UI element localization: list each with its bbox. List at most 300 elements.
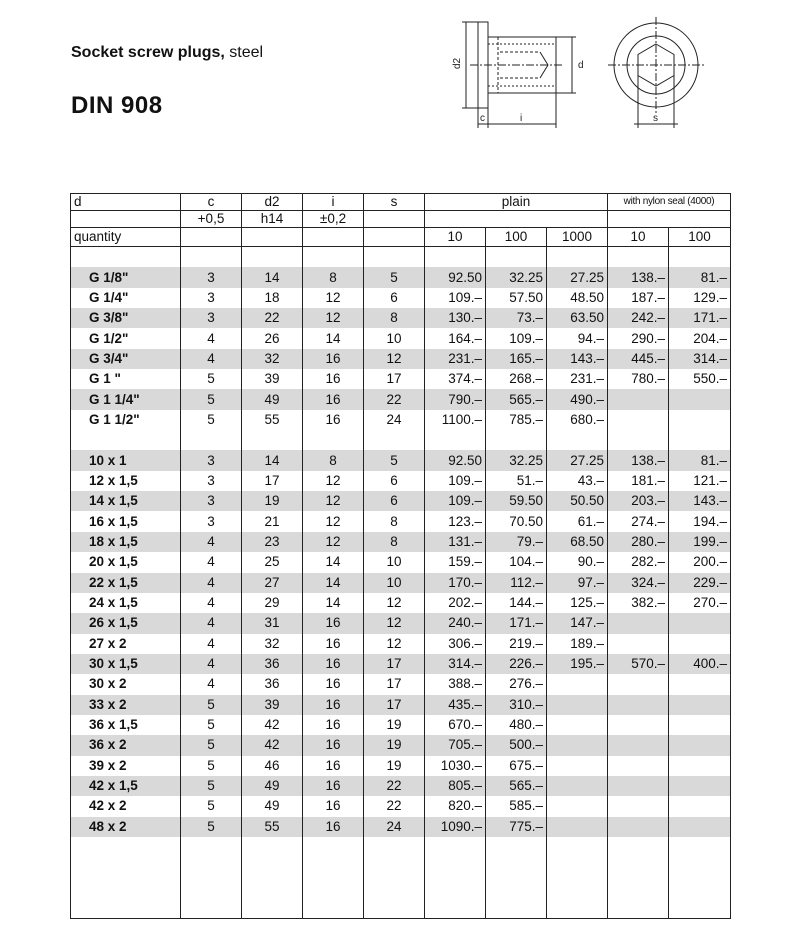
cell-i: 12 [303,308,364,328]
cell-p10: 131.– [425,532,486,552]
cell-i: 8 [303,267,364,287]
cell-n10: 445.– [608,349,669,369]
cell-d2: 29 [242,593,303,613]
cell-d2 [242,430,303,450]
cell-i: 14 [303,573,364,593]
cell-s [364,430,425,450]
cell-i: 8 [303,450,364,470]
cell-n10 [608,695,669,715]
cell-s: 24 [364,410,425,430]
cell-n10 [608,674,669,694]
empty-row [71,898,731,919]
cell-p1000: 231.– [547,369,608,389]
cell-p10: 170.– [425,573,486,593]
cell-n10 [608,817,669,837]
cell-i: 14 [303,328,364,348]
table-row [71,247,731,268]
cell-d2: 42 [242,735,303,755]
cell-p10: 109.– [425,471,486,491]
cell-p100: 73.– [486,308,547,328]
cell-d: G 1 1/2" [71,410,181,430]
cell-c: 5 [181,715,242,735]
cell-n100: 550.– [669,369,731,389]
cell-p1000: 195.– [547,654,608,674]
cell-p10: 231.– [425,349,486,369]
table-row [71,267,731,287]
cell-n100: 229.– [669,573,731,593]
cell-p1000: 43.– [547,471,608,491]
cell-n100: 199.– [669,532,731,552]
cell-d: 30 x 1,5 [71,654,181,674]
cell-n100 [669,756,731,776]
table-row [71,369,731,389]
qty-nylon-10: 10 [608,228,669,247]
title-bold: Socket screw plugs, [71,44,225,61]
cell-c: 4 [181,573,242,593]
qty-plain-100: 100 [486,228,547,247]
cell-c: 3 [181,491,242,511]
cell-d2: 39 [242,695,303,715]
cell-p100 [486,247,547,268]
cell-p1000: 48.50 [547,288,608,308]
cell-c: 4 [181,613,242,633]
empty-row [71,878,731,898]
cell-c: 4 [181,634,242,654]
cell-d2: 49 [242,796,303,816]
col-c: c [181,194,242,211]
cell-p100: 775.– [486,817,547,837]
cell-d: 36 x 2 [71,735,181,755]
cell-d2: 49 [242,776,303,796]
cell-p10: 820.– [425,796,486,816]
cell-p1000: 27.25 [547,267,608,287]
standard-label: DIN 908 [71,92,163,119]
quantity-label: quantity [71,228,181,247]
cell-n100: 129.– [669,288,731,308]
table-row [71,349,731,369]
cell-n10: 780.– [608,369,669,389]
table-row [71,430,731,450]
cell-d [71,247,181,268]
cell-p1000 [547,695,608,715]
cell-s: 8 [364,532,425,552]
cell-d2: 26 [242,328,303,348]
cell-n100: 270.– [669,593,731,613]
cell-n10: 138.– [608,267,669,287]
cell-c: 4 [181,328,242,348]
cell-n100 [669,430,731,450]
cell-p10: 240.– [425,613,486,633]
cell-n10: 242.– [608,308,669,328]
cell-p1000: 63.50 [547,308,608,328]
cell-c: 5 [181,817,242,837]
cell-p10: 92.50 [425,267,486,287]
cell-p10: 306.– [425,634,486,654]
cell-n100: 400.– [669,654,731,674]
col-plain: plain [425,194,608,211]
cell-c: 4 [181,593,242,613]
cell-p1000: 90.– [547,552,608,572]
cell-d: 48 x 2 [71,817,181,837]
table-row [71,817,731,837]
cell-i: 12 [303,491,364,511]
table-row [71,471,731,491]
cell-n100 [669,674,731,694]
cell-p100: 675.– [486,756,547,776]
cell-p100: 226.– [486,654,547,674]
cell-n10: 203.– [608,491,669,511]
tol-c: +0,5 [181,211,242,228]
cell-p1000 [547,756,608,776]
cell-d2: 42 [242,715,303,735]
cell-c: 3 [181,288,242,308]
label-d2: d2 [452,57,463,69]
cell-p1000: 97.– [547,573,608,593]
cell-d: G 3/4" [71,349,181,369]
cell-i: 16 [303,756,364,776]
cell-p100: 785.– [486,410,547,430]
cell-c: 5 [181,369,242,389]
cell-p1000: 50.50 [547,491,608,511]
cell-n10 [608,735,669,755]
cell-s: 10 [364,328,425,348]
cell-s: 17 [364,654,425,674]
cell-p100: 276.– [486,674,547,694]
cell-n100 [669,613,731,633]
cell-p1000: 143.– [547,349,608,369]
cell-d: 16 x 1,5 [71,511,181,531]
cell-p1000 [547,715,608,735]
cell-c: 4 [181,674,242,694]
cell-p100: 32.25 [486,267,547,287]
cell-n100 [669,817,731,837]
header-row [71,194,731,211]
cell-i: 16 [303,634,364,654]
label-i: i [520,113,523,124]
cell-i: 12 [303,511,364,531]
cell-p10: 164.– [425,328,486,348]
cell-p1000: 94.– [547,328,608,348]
cell-p10: 159.– [425,552,486,572]
cell-c: 5 [181,796,242,816]
cell-c [181,247,242,268]
cell-d: 12 x 1,5 [71,471,181,491]
table-row [71,532,731,552]
cell-d2: 49 [242,389,303,409]
cell-c: 3 [181,471,242,491]
cell-s: 5 [364,450,425,470]
cell-n10: 181.– [608,471,669,491]
table-row [71,511,731,531]
cell-n100 [669,247,731,268]
cell-d: 26 x 1,5 [71,613,181,633]
cell-i: 14 [303,552,364,572]
cell-n100: 200.– [669,552,731,572]
price-table [70,193,731,919]
table-row [71,308,731,328]
cell-p1000: 189.– [547,634,608,654]
cell-n10 [608,247,669,268]
cell-p10: 705.– [425,735,486,755]
table-row [71,389,731,409]
cell-d2: 36 [242,674,303,694]
cell-d2: 55 [242,410,303,430]
cell-p100: 32.25 [486,450,547,470]
cell-p10: 1030.– [425,756,486,776]
table-row [71,573,731,593]
cell-d: 27 x 2 [71,634,181,654]
cell-i: 12 [303,471,364,491]
cell-p10: 388.– [425,674,486,694]
cell-s: 19 [364,756,425,776]
cell-i: 16 [303,715,364,735]
table-row [71,593,731,613]
table-row [71,491,731,511]
cell-d2: 19 [242,491,303,511]
cell-n10: 138.– [608,450,669,470]
cell-i [303,430,364,450]
page-title [71,44,263,62]
cell-d2: 21 [242,511,303,531]
cell-n100 [669,410,731,430]
cell-d: G 1 " [71,369,181,389]
table-row [71,654,731,674]
cell-i: 16 [303,735,364,755]
cell-d: 33 x 2 [71,695,181,715]
empty-row [71,857,731,877]
cell-d: G 1 1/4" [71,389,181,409]
label-s: s [653,113,658,124]
cell-i: 14 [303,593,364,613]
cell-p100: 59.50 [486,491,547,511]
cell-p100: 565.– [486,776,547,796]
cell-d2: 14 [242,450,303,470]
cell-n100: 204.– [669,328,731,348]
cell-p1000 [547,735,608,755]
cell-d2: 22 [242,308,303,328]
cell-n10 [608,613,669,633]
cell-n10: 282.– [608,552,669,572]
tolerance-row [71,211,731,228]
cell-p100: 51.– [486,471,547,491]
cell-s: 17 [364,369,425,389]
cell-d: 36 x 1,5 [71,715,181,735]
cell-c: 5 [181,776,242,796]
cell-i: 16 [303,674,364,694]
cell-n10: 324.– [608,573,669,593]
cell-i: 16 [303,410,364,430]
cell-d: 20 x 1,5 [71,552,181,572]
cell-d: 18 x 1,5 [71,532,181,552]
table-row [71,735,731,755]
qty-nylon-100: 100 [669,228,731,247]
cell-d: 30 x 2 [71,674,181,694]
cell-p100 [486,430,547,450]
cell-p100: 310.– [486,695,547,715]
cell-i: 16 [303,349,364,369]
cell-p10: 435.– [425,695,486,715]
cell-i: 16 [303,796,364,816]
cell-p10: 123.– [425,511,486,531]
cell-s: 22 [364,796,425,816]
cell-s: 8 [364,511,425,531]
cell-d2: 46 [242,756,303,776]
cell-p10: 92.50 [425,450,486,470]
cell-n10: 280.– [608,532,669,552]
cell-n100 [669,715,731,735]
cell-d2: 25 [242,552,303,572]
cell-p10: 374.– [425,369,486,389]
cell-d2 [242,247,303,268]
cell-n100 [669,735,731,755]
cell-s: 12 [364,613,425,633]
table-row [71,328,731,348]
cell-n100 [669,796,731,816]
cell-n100: 314.– [669,349,731,369]
cell-p10: 790.– [425,389,486,409]
col-i: i [303,194,364,211]
cell-n100: 81.– [669,267,731,287]
cell-p10: 202.– [425,593,486,613]
cell-n100: 121.– [669,471,731,491]
cell-p100: 144.– [486,593,547,613]
table-row [71,450,731,470]
cell-p1000: 68.50 [547,532,608,552]
cell-p100: 112.– [486,573,547,593]
cell-s: 12 [364,349,425,369]
cell-s: 12 [364,593,425,613]
cell-p10: 805.– [425,776,486,796]
cell-p100: 565.– [486,389,547,409]
cell-n100: 143.– [669,491,731,511]
cell-i: 16 [303,654,364,674]
cell-s: 6 [364,491,425,511]
title-rest: steel [224,44,264,61]
table-row [71,674,731,694]
tol-i: ±0,2 [303,211,364,228]
table-row [71,613,731,633]
cell-n100: 81.– [669,450,731,470]
cell-i: 16 [303,389,364,409]
cell-n100: 171.– [669,308,731,328]
cell-p100: 585.– [486,796,547,816]
table-row [71,288,731,308]
cell-c: 3 [181,450,242,470]
cell-p10: 1090.– [425,817,486,837]
cell-i: 16 [303,776,364,796]
cell-p1000 [547,247,608,268]
cell-s: 19 [364,715,425,735]
cell-d: 39 x 2 [71,756,181,776]
cell-d: 42 x 2 [71,796,181,816]
empty-row [71,837,731,857]
cell-n10 [608,430,669,450]
cell-p1000 [547,776,608,796]
cell-p100: 109.– [486,328,547,348]
cell-s: 8 [364,308,425,328]
cell-s: 10 [364,552,425,572]
cell-i [303,247,364,268]
cell-p1000 [547,817,608,837]
cell-c: 4 [181,552,242,572]
cell-d2: 23 [242,532,303,552]
cell-i: 16 [303,695,364,715]
cell-c: 5 [181,389,242,409]
cell-c: 4 [181,532,242,552]
cell-d2: 27 [242,573,303,593]
col-nylon-seal: with nylon seal (4000) [608,194,731,211]
cell-p100: 480.– [486,715,547,735]
cell-c: 3 [181,267,242,287]
col-d: d [71,194,181,211]
cell-d2: 39 [242,369,303,389]
cell-p10: 109.– [425,288,486,308]
cell-n10: 274.– [608,511,669,531]
cell-n10: 187.– [608,288,669,308]
cell-d2: 55 [242,817,303,837]
table-row [71,410,731,430]
cell-c: 4 [181,654,242,674]
cell-p1000 [547,430,608,450]
cell-p10 [425,430,486,450]
cell-d: G 1/2" [71,328,181,348]
table-row [71,634,731,654]
tol-d2: h14 [242,211,303,228]
cell-p100: 165.– [486,349,547,369]
quantity-row [71,228,731,247]
cell-n10 [608,389,669,409]
cell-p100: 79.– [486,532,547,552]
cell-p100: 57.50 [486,288,547,308]
cell-d: 42 x 1,5 [71,776,181,796]
cell-d: G 1/4" [71,288,181,308]
cell-p10: 1100.– [425,410,486,430]
cell-s: 10 [364,573,425,593]
cell-n10: 570.– [608,654,669,674]
cell-p1000: 490.– [547,389,608,409]
cell-s: 22 [364,389,425,409]
cell-n10 [608,776,669,796]
cell-d2: 32 [242,349,303,369]
cell-p10: 314.– [425,654,486,674]
cell-d: 10 x 1 [71,450,181,470]
cell-n10: 290.– [608,328,669,348]
cell-n100 [669,776,731,796]
cell-d: 22 x 1,5 [71,573,181,593]
cell-s: 24 [364,817,425,837]
cell-d: G 1/8" [71,267,181,287]
cell-d2: 17 [242,471,303,491]
cell-n10 [608,410,669,430]
cell-n10 [608,634,669,654]
table-row [71,796,731,816]
cell-p100: 268.– [486,369,547,389]
col-d2: d2 [242,194,303,211]
cell-s: 19 [364,735,425,755]
cell-i: 16 [303,817,364,837]
cell-s: 6 [364,471,425,491]
cell-s: 17 [364,674,425,694]
cell-d: 24 x 1,5 [71,593,181,613]
cell-i: 16 [303,613,364,633]
cell-s [364,247,425,268]
cell-p1000: 680.– [547,410,608,430]
cell-n10: 382.– [608,593,669,613]
cell-p1000: 61.– [547,511,608,531]
cell-p100: 171.– [486,613,547,633]
cell-p10: 130.– [425,308,486,328]
cell-n100 [669,389,731,409]
